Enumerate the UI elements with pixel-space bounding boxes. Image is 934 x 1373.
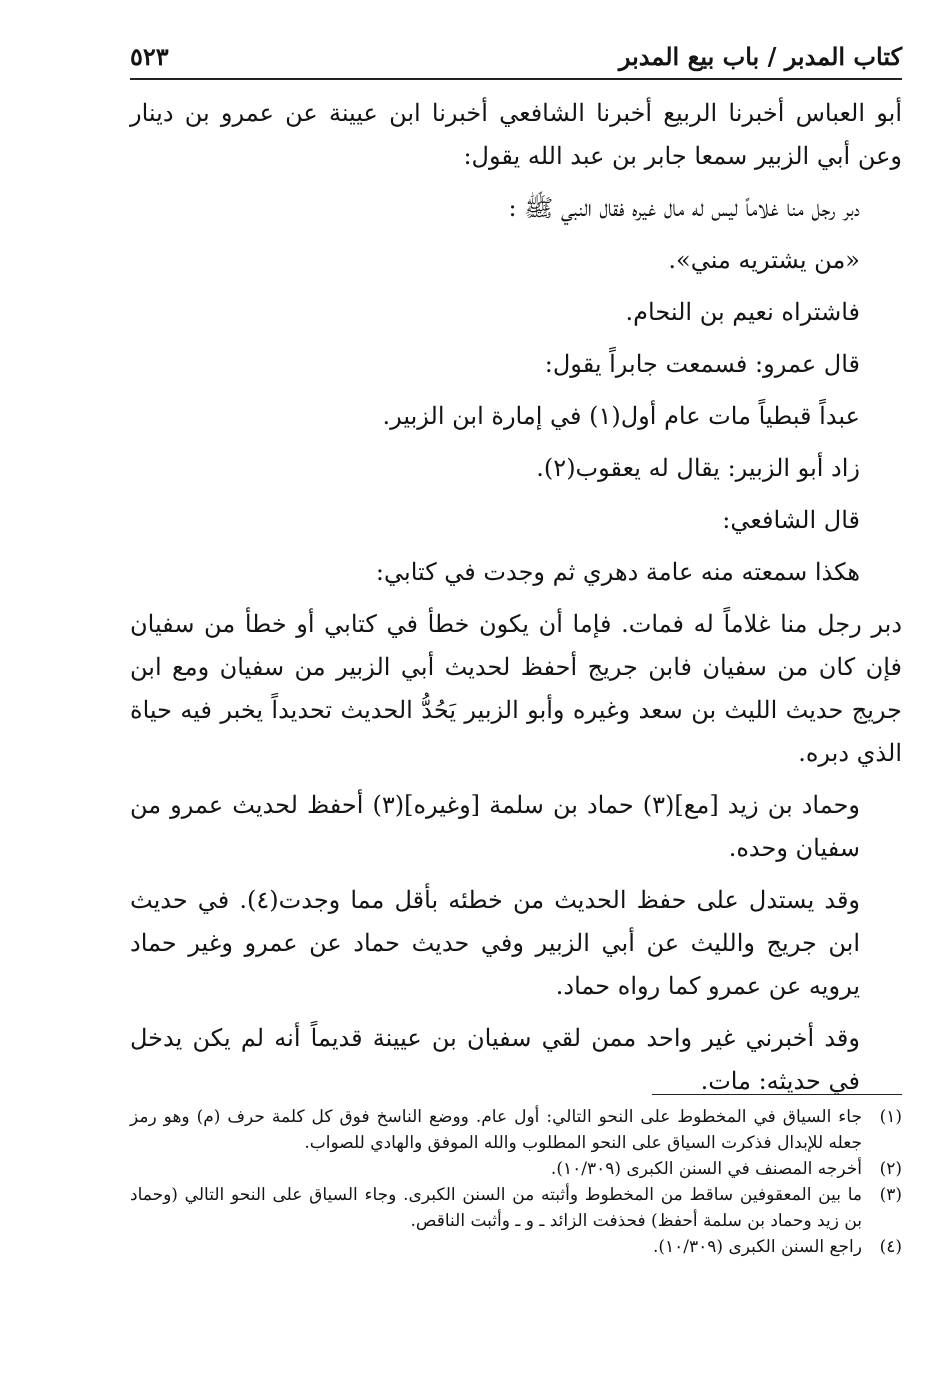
paragraph-shafii: قال الشافعي: bbox=[722, 506, 860, 534]
footnote-separator bbox=[652, 1094, 902, 1095]
paragraph-slave: عبداً قبطياً مات عام أول(١) في إمارة ابن الزبير. bbox=[382, 402, 860, 430]
footnote-number: (١) bbox=[879, 1107, 902, 1127]
main-text bbox=[130, 92, 902, 1112]
chapter-title: كتاب المدبر / باب بيع المدبر bbox=[618, 41, 902, 71]
paragraph-addition: زاد أبو الزبير: يقال له يعقوب(٢). bbox=[536, 454, 860, 482]
footnotes bbox=[130, 1104, 902, 1260]
footnote-text: راجع السنن الكبرى (١٠/٣٠٩). bbox=[652, 1237, 862, 1257]
footnote-number: (٢) bbox=[879, 1159, 902, 1179]
footnote-text: جاء السياق في المخطوط على النحو التالي: أول عام. ووضع الناسخ فوق كل كلمة حرف (م) وهو رمز جعله للإبدال فذكرت السياق على النحو المطلوب والله الموفق والهادي للصواب. bbox=[130, 1107, 862, 1153]
paragraph-closing: وقد أخبرني غير واحد ممن لقي سفيان بن عيينة قديماً أنه لم يكن يدخل في حديثه: مات. bbox=[130, 1024, 860, 1095]
paragraph-buyer: فاشتراه نعيم بن النحام. bbox=[625, 298, 860, 326]
footnote-item bbox=[130, 1182, 902, 1234]
paragraph-hammad: وحماد بن زيد [مع](٣) حماد بن سلمة [وغيره](٣) أحفظ لحديث عمرو من سفيان وحده. bbox=[130, 791, 861, 862]
paragraph-isnad: أبو العباس أخبرنا الربيع أخبرنا الشافعي أخبرنا ابن عيينة عن عمرو بن دينار وعن أبي الزبير سمعا جابر بن عبد الله يقول: bbox=[130, 99, 902, 170]
paragraph-quote: «من يشتريه مني». bbox=[668, 246, 860, 274]
page-number: ٥٢٣ bbox=[130, 41, 169, 71]
paragraph-amr: قال عمرو: فسمعت جابراً يقول: bbox=[544, 350, 860, 378]
footnote-item bbox=[130, 1234, 902, 1260]
footnote-text: أخرجه المصنف في السنن الكبرى (١٠/٣٠٩). bbox=[550, 1159, 862, 1179]
running-header bbox=[130, 34, 902, 80]
footnote-number: (٤) bbox=[879, 1237, 902, 1257]
footnote-item bbox=[130, 1104, 902, 1156]
paragraph-discussion: دبر رجل منا غلاماً له فمات. فإما أن يكون خطأ في كتابي أو خطأ من سفيان فإن كان من سفيان فابن جريج أحفظ لحديث أبي الزبير من سفيان ومع ابن جريج حديث الليث بن سعد وغيره وأبو الزبير يَحُدُّ الحديث تحديداً يخبر فيه حياة الذي دبره. bbox=[130, 610, 902, 767]
paragraph-heard: هكذا سمعته منه عامة دهري ثم وجدت في كتابي: bbox=[375, 558, 860, 586]
footnote-number: (٣) bbox=[879, 1185, 902, 1205]
footnote-text: ما بين المعقوفين ساقط من المخطوط وأثبته من السنن الكبرى. وجاء السياق على النحو التالي (وحماد بن زيد وحماد بن سلمة أحفظ) فحذفت الزائد ـ و ـ وأثبت الناقص. bbox=[130, 1185, 862, 1231]
paragraph-hadith: دبر رجل منا غلاماً ليس له مال غيره فقال النبي ﷺ : bbox=[508, 194, 860, 222]
footnote-item bbox=[130, 1156, 902, 1182]
paragraph-evidence: وقد يستدل على حفظ الحديث من خطئه بأقل مما وجدت(٤). في حديث ابن جريج والليث عن أبي الزبير وفي حديث حماد عن عمرو وغير حماد يرويه عن عمرو كما رواه حماد. bbox=[130, 886, 861, 1000]
